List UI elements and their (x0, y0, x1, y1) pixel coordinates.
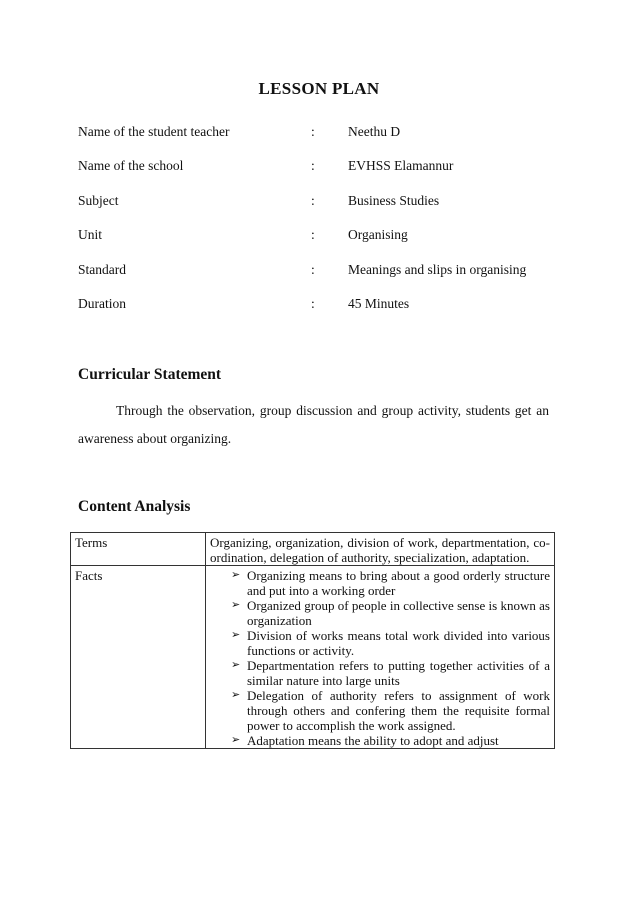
curricular-statement-text: Through the observation, group discussion and group activity, students get an awareness about organizing. (78, 403, 549, 446)
info-label: Unit (78, 227, 103, 242)
arrow-bullet-icon: ➢ (231, 599, 241, 611)
fact-text: Adaptation means the ability to adopt and adjust (247, 733, 499, 748)
fact-text: Organized group of people in collective sense is known as organization (247, 598, 550, 628)
terms-text: Organizing, organization, division of work, departmentation, co-ordination, delegation of authority, specialization, adaptation. (206, 533, 555, 566)
info-row-duration (78, 296, 578, 314)
info-label: Duration (78, 296, 126, 311)
info-label: Standard (78, 262, 126, 277)
info-label: Name of the student teacher (78, 124, 230, 139)
curricular-statement-heading: Curricular Statement (78, 366, 222, 383)
table-row-terms (71, 533, 555, 566)
list-item (231, 688, 550, 733)
info-row-student-teacher (78, 124, 578, 142)
list-item (231, 658, 550, 688)
info-colon: : (311, 296, 315, 311)
arrow-bullet-icon: ➢ (231, 659, 241, 671)
terms-label: Terms (71, 533, 206, 566)
info-row-standard (78, 262, 578, 280)
list-item (231, 598, 550, 628)
arrow-bullet-icon: ➢ (231, 629, 241, 641)
list-item (231, 568, 550, 598)
info-row-subject (78, 193, 578, 211)
info-value: Meanings and slips in organising (348, 262, 527, 277)
fact-text: Organizing means to bring about a good orderly structure and put into a working order (247, 568, 550, 598)
page-title: LESSON PLAN (258, 79, 380, 98)
facts-list (210, 568, 550, 748)
info-colon: : (311, 193, 315, 208)
list-item (231, 733, 550, 748)
facts-cell (206, 566, 555, 749)
fact-text: Departmentation refers to putting together activities of a similar nature into large units (247, 658, 550, 688)
info-value: Neethu D (348, 124, 401, 139)
info-colon: : (311, 124, 315, 139)
info-row-school (78, 158, 578, 176)
info-value: Business Studies (348, 193, 440, 208)
info-value: Organising (348, 227, 408, 242)
info-row-unit (78, 227, 578, 245)
arrow-bullet-icon: ➢ (231, 689, 241, 701)
content-analysis-heading: Content Analysis (78, 498, 191, 515)
fact-text: Delegation of authority refers to assignment of work through others and confering them the requisite formal power to accomplish the work assigned. (247, 688, 550, 733)
table-row-facts (71, 566, 555, 749)
info-colon: : (311, 158, 315, 173)
fact-text: Division of works means total work divided into various functions or activity. (247, 628, 550, 658)
list-item (231, 628, 550, 658)
info-colon: : (311, 262, 315, 277)
content-analysis-table (70, 532, 555, 749)
info-label: Subject (78, 193, 119, 208)
arrow-bullet-icon: ➢ (231, 734, 241, 746)
info-value: 45 Minutes (348, 296, 410, 311)
facts-label: Facts (71, 566, 206, 749)
info-label: Name of the school (78, 158, 184, 173)
info-colon: : (311, 227, 315, 242)
arrow-bullet-icon: ➢ (231, 569, 241, 581)
info-value: EVHSS Elamannur (348, 158, 454, 173)
